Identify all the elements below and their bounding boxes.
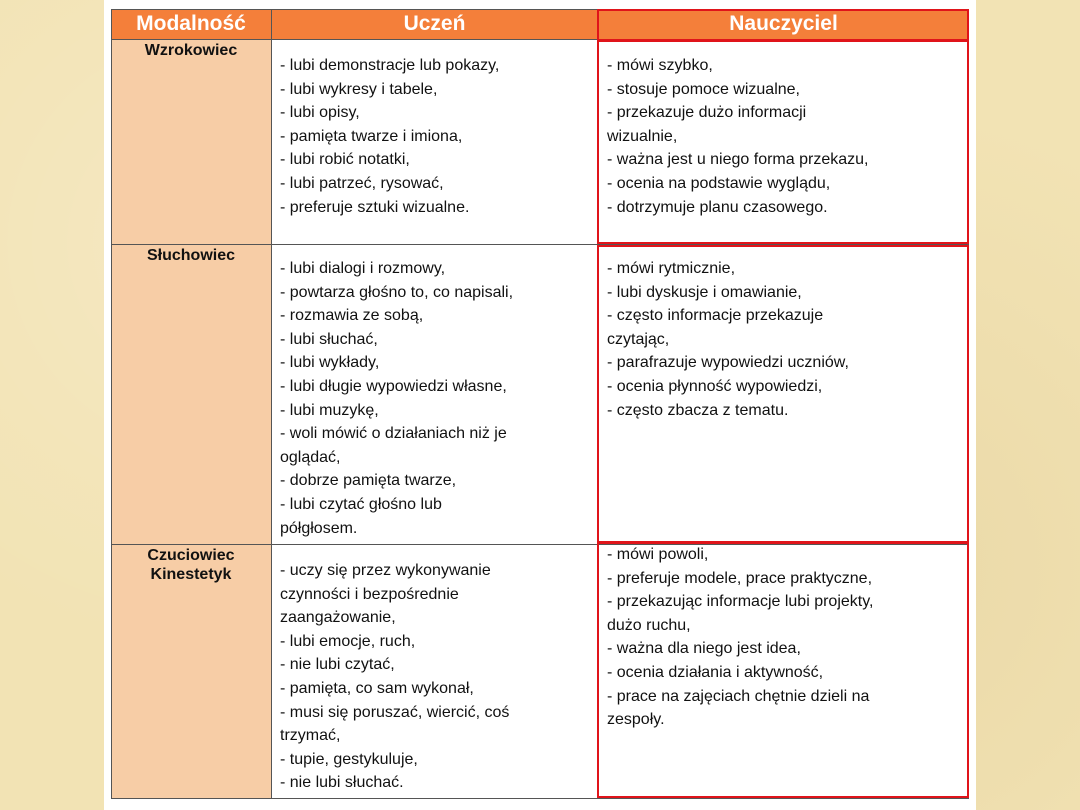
learning-styles-table bbox=[111, 9, 969, 799]
nauczyciel-cell-3: - mówi powoli, - preferuje modele, prace praktyczne, - przekazując informacje lubi projekty, dużo ruchu, - ważna dla niego jest idea, - ocenia działania i aktywność, - prace na zajęciach chętnie dzieli na zespoły. bbox=[607, 546, 874, 729]
table-divider bbox=[111, 39, 969, 40]
uczen-cell-2: - lubi dialogi i rozmowy, - powtarza głośno to, co napisali, - rozmawia ze sobą, - lubi słuchać, - lubi wykłady, - lubi długie wypowiedzi własne, - lubi muzykę, - woli mówić o działaniach niż je oglądać, - dobrze pamięta twarze, - lubi czytać głośno lub półgłosem. bbox=[280, 260, 514, 537]
header-nauczyciel: Nauczyciel bbox=[598, 9, 969, 39]
modality-cell-3: Czuciowiec Kinestetyk bbox=[111, 544, 271, 799]
modality-cell-2: Słuchowiec bbox=[111, 244, 271, 544]
header-modalnosc: Modalność bbox=[111, 9, 271, 39]
nauczyciel-cell-1: - mówi szybko, - stosuje pomoce wizualne, - przekazuje dużo informacji wizualnie, - ważna jest u niego forma przekazu, - ocenia na podstawie wyglądu, - dotrzymuje planu czasowego. bbox=[607, 57, 869, 216]
table-divider bbox=[111, 9, 969, 10]
table-divider bbox=[111, 9, 112, 799]
table-divider bbox=[111, 244, 969, 245]
uczen-cell-1: - lubi demonstracje lub pokazy, - lubi wykresy i tabele, - lubi opisy, - pamięta twarze i imiona, - lubi robić notatki, - lubi patrzeć, rysować, - preferuje sztuki wizualne. bbox=[280, 57, 500, 216]
table-divider bbox=[111, 544, 969, 545]
table-divider bbox=[271, 9, 272, 799]
table-divider bbox=[968, 9, 969, 799]
modality-cell-1: Wzrokowiec bbox=[111, 39, 271, 244]
header-uczen: Uczeń bbox=[271, 9, 598, 39]
uczen-cell-3: - uczy się przez wykonywanie czynności i bezpośrednie zaangażowanie, - lubi emocje, ruch, - nie lubi czytać, - pamięta, co sam wykonał, - musi się poruszać, wiercić, coś trzymać, - tupie, gestykuluje, - nie lubi słuchać. bbox=[280, 562, 510, 792]
table-divider bbox=[111, 798, 969, 799]
nauczyciel-cell-2: - mówi rytmicznie, - lubi dyskusje i omawianie, - często informacje przekazuje czytając, - parafrazuje wypowiedzi uczniów, - ocenia płynność wypowiedzi, - często zbacza z tematu. bbox=[607, 260, 849, 419]
